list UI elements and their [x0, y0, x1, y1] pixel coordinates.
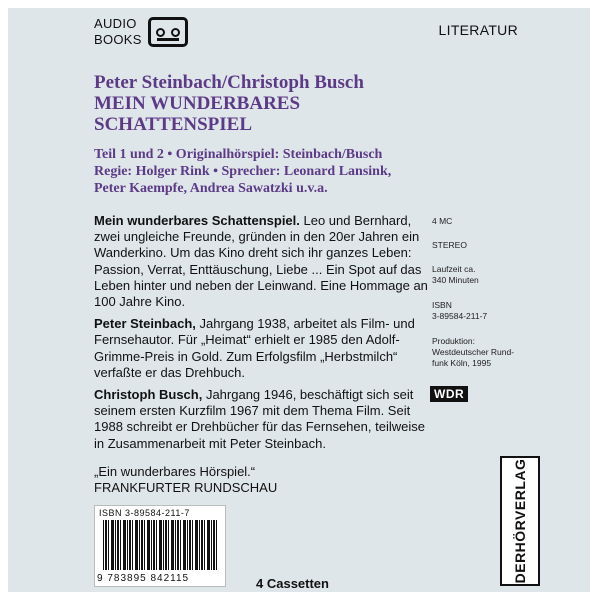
runtime-value: 340 Minuten: [432, 275, 479, 285]
paragraph-2-text: Jahrgang 1938, arbeitet als Film- und Fernsehautor. Für „Heimat“ erhielt er 1985 den Adolf-Grimme-Preis in Gold. Zum Erfolgsfilm „Herbstmilch“ verfaßte er das Drehbuch.: [94, 316, 415, 380]
description: [94, 213, 432, 458]
format-info: 4 MC: [432, 216, 453, 226]
paragraph-1-text: Leo und Bernhard, zwei ungleiche Freunde, gründen in den 20er Jahren ein Wanderkino. Um das Kino dreht sich ihr ganzes Leben: Passion, Verrat, Enttäuschung, Liebe ... Ein Spot auf das Leben hinter und neben der Leinwand. Eine Hommage an 100 Jahre Kino.: [94, 213, 428, 310]
barcode: [94, 505, 226, 587]
credit-line-2: Regie: Holger Rink • Sprecher: Leonard Lansink,: [94, 164, 392, 179]
publisher-name: DERHÖRVERLAG: [512, 458, 528, 584]
review-source: FRANKFURTER RUNDSCHAU: [94, 480, 278, 495]
audio-info: STEREO: [432, 240, 467, 250]
isbn-info: [432, 300, 532, 322]
barcode-isbn: ISBN 3-89584-211-7: [99, 508, 190, 518]
barcode-bars: [103, 520, 217, 570]
review-quote: „Ein wunderbares Hörspiel.“: [94, 464, 256, 479]
production-info: [432, 336, 532, 369]
runtime-label: Laufzeit ca.: [432, 264, 476, 274]
credit-line-1: Teil 1 und 2 • Originalhörspiel: Steinbach/Busch: [94, 147, 383, 162]
audio-books-logo: [94, 16, 142, 48]
description-paragraph-1: [94, 213, 432, 310]
title-line-2: SCHATTENSPIEL: [94, 114, 253, 135]
paragraph-3-heading: Christoph Busch,: [94, 387, 203, 403]
authors: Peter Steinbach/Christoph Busch: [94, 72, 364, 93]
paragraph-1-heading: Mein wunderbares Schattenspiel.: [94, 213, 300, 228]
barcode-ean: 9 783895 842115: [97, 573, 190, 584]
cassette-count: 4 Cassetten: [256, 576, 329, 591]
production-label: Produktion:: [432, 336, 475, 346]
logo-line-audio: AUDIO: [94, 16, 137, 31]
runtime-info: [432, 264, 532, 286]
paragraph-3-text: Jahrgang 1946, beschäftigt sich seit seinem ersten Kurzfilm 1967 mit dem Thema Film. Seit 1988 schreibt er Drehbücher für das Fernsehen, teilweise in Zusammenarbeit mit Peter Steinbach.: [94, 387, 425, 451]
logo-line-books: BOOKS: [94, 32, 142, 47]
credit-line-3: Peter Kaempfe, Andrea Sawatzki u.v.a.: [94, 181, 328, 196]
production-line-3: funk Köln, 1995: [432, 358, 492, 368]
cassette-icon: [148, 17, 188, 47]
description-paragraph-2: [94, 316, 432, 381]
isbn-label: ISBN: [432, 300, 452, 310]
audiobook-cover: [8, 8, 590, 592]
category-label: LITERATUR: [438, 22, 518, 38]
paragraph-2-heading: Peter Steinbach,: [94, 316, 196, 332]
production-line-2: Westdeutscher Rund-: [432, 347, 515, 357]
wdr-logo: WDR: [430, 386, 468, 402]
publisher-logo: [500, 456, 540, 586]
title-line-1: MEIN WUNDERBARES: [94, 93, 301, 114]
isbn-value: 3-89584-211-7: [432, 311, 488, 321]
description-paragraph-3: [94, 387, 432, 452]
